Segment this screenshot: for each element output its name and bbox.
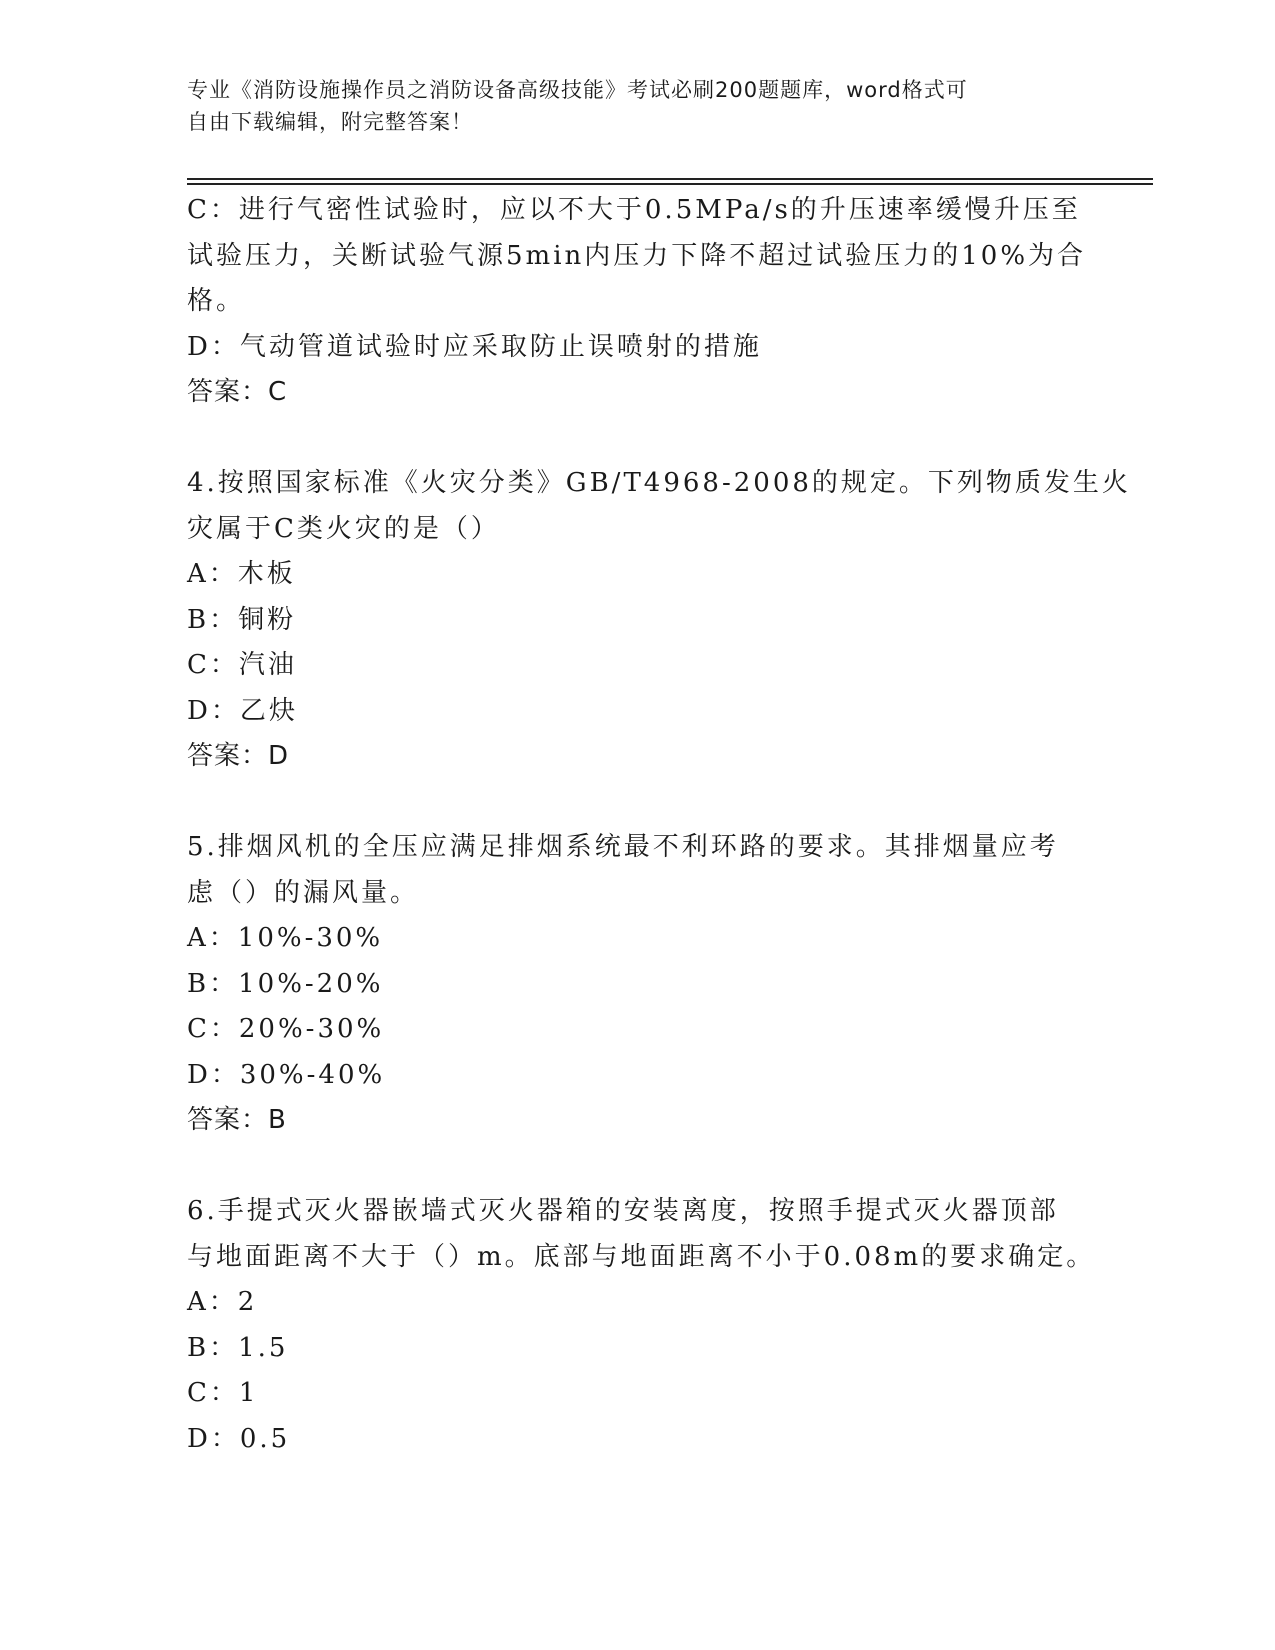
q5-stem-line-1: 5.排烟风机的全压应满足排烟系统最不利环路的要求。其排烟量应考 — [187, 832, 1059, 862]
header-divider-bottom — [187, 183, 1153, 185]
q6-option-a: A：2 — [187, 1287, 258, 1317]
q3-answer: 答案：C — [187, 377, 288, 407]
q4-option-c: C：汽油 — [187, 650, 297, 680]
q5-option-a: A：10%-30% — [187, 923, 384, 953]
q5-answer: 答案：B — [187, 1105, 287, 1135]
q3-option-c-line-1: C：进行气密性试验时，应以不大于0.5MPa/s的升压速率缓慢升压至 — [187, 195, 1081, 225]
header-divider-top — [187, 178, 1153, 180]
q3-option-c-line-3: 格。 — [187, 286, 246, 316]
header-line-2: 自由下载编辑，附完整答案！ — [187, 110, 473, 134]
q5-option-c: C：20%-30% — [187, 1014, 385, 1044]
q5-option-d: D：30%-40% — [187, 1059, 386, 1090]
q6-stem-line-2: 与地面距离不大于（）m。底部与地面距离不小于0.08m的要求确定。 — [187, 1241, 1096, 1272]
q6-option-c: C：1 — [187, 1378, 259, 1408]
q4-stem-line-2: 灾属于C类火灾的是（） — [187, 513, 500, 544]
q6-stem-line-1: 6.手提式灭火器嵌墙式灭火器箱的安装离度，按照手提式灭火器顶部 — [187, 1196, 1059, 1226]
spacer — [187, 1144, 1087, 1190]
q3-option-d: D：气动管道试验时应采取防止误喷射的措施 — [187, 331, 762, 362]
q4-option-d: D：乙炔 — [187, 695, 298, 726]
q6-option-d: D：0.5 — [187, 1423, 291, 1454]
q5-stem-line-2: 虑（）的漏风量。 — [187, 877, 420, 908]
question-5 — [187, 825, 1087, 1144]
q4-option-a: A：木板 — [187, 559, 296, 589]
question-3-tail — [187, 188, 1087, 416]
question-6 — [187, 1189, 1096, 1462]
question-4 — [187, 461, 1131, 780]
q6-option-b: B：1.5 — [187, 1332, 289, 1363]
q4-stem-line-1: 4.按照国家标准《火灾分类》GB/T4968-2008的规定。下列物质发生火 — [187, 468, 1131, 498]
q5-option-b: B：10%-20% — [187, 968, 384, 999]
q3-option-c-line-2: 试验压力，关断试验气源5min内压力下降不超过试验压力的10%为合 — [187, 240, 1087, 271]
document-body — [187, 188, 1131, 1462]
q4-answer: 答案：D — [187, 741, 290, 771]
spacer — [187, 416, 1087, 462]
header-line-1: 专业《消防设施操作员之消防设备高级技能》考试必刷200题题库，word格式可 — [187, 78, 968, 102]
q4-option-b: B：铜粉 — [187, 604, 297, 635]
document-header — [187, 74, 1067, 138]
spacer — [187, 780, 1087, 826]
